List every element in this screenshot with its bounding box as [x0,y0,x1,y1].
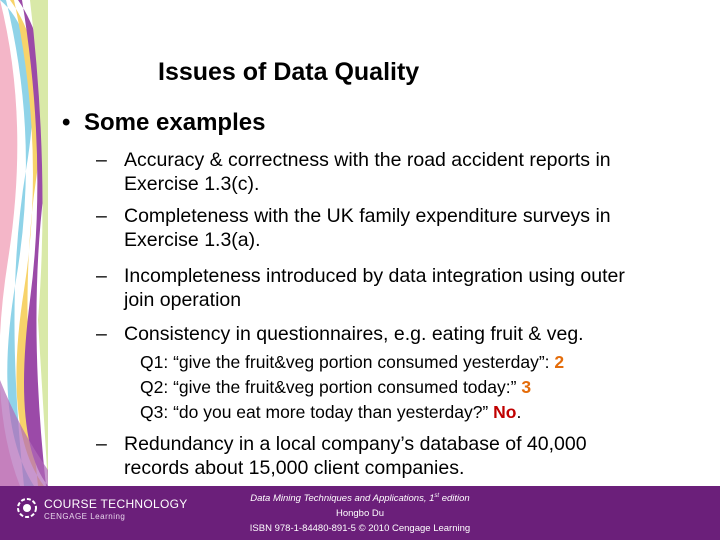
list-item [96,322,694,346]
dash-marker: – [96,323,107,345]
question-q1 [140,351,564,373]
question-text: Q1: “give the fruit&veg portion consumed yesterday”: [140,352,555,372]
question-q2 [140,376,531,398]
question-text: Q2: “give the fruit&veg portion consumed today:” [140,377,522,397]
question-q3 [140,401,521,423]
list-item-line: Exercise 1.3(c). [124,173,260,195]
book-title: Data Mining Techniques and Applications, 1st edition [250,493,470,505]
dash-marker: – [96,265,107,287]
list-item-line: Completeness with the UK family expenditure surveys in [124,205,611,227]
list-item-line: join operation [124,289,242,311]
list-item-line: Redundancy in a local company’s database of 40,000 [124,433,587,455]
dash-marker: – [96,205,107,227]
edition-superscript: st [434,493,440,499]
isbn: ISBN 978-1-84480-891-5 © 2010 Cengage Learning [249,523,471,535]
footer-bar [0,486,720,540]
logo-line2: CENGAGE Learning [44,512,126,521]
author: Hongbo Du [335,508,385,520]
slide-title: Issues of Data Quality [158,58,420,86]
list-item-line: Incompleteness introduced by data integration using outer [124,265,625,287]
question-tail: . [516,402,522,422]
list-item-line: Exercise 1.3(a). [124,229,261,251]
list-item [96,148,694,196]
list-item [96,432,694,480]
logo-line1: COURSE TECHNOLOGY [44,497,188,511]
main-bullet-text: Some examples [84,109,266,136]
dash-marker: – [96,149,107,171]
list-item [96,264,694,312]
question-text: Q3: “do you eat more today than yesterday?” [140,402,494,422]
question-answer: 3 [521,377,532,397]
main-bullet [62,109,265,137]
list-item [96,204,694,252]
dash-marker: – [96,433,107,455]
decorative-ribbon [0,0,48,486]
question-answer: No [493,402,517,422]
list-item-line: records about 15,000 client companies. [124,457,465,479]
list-item-line: Accuracy & correctness with the road accident reports in [124,149,611,171]
list-item-line: Consistency in questionnaires, e.g. eating fruit & veg. [124,323,584,345]
bullet-marker: • [62,109,71,136]
course-technology-icon [16,497,38,524]
question-answer: 2 [554,352,565,372]
footer-credits [190,489,530,536]
